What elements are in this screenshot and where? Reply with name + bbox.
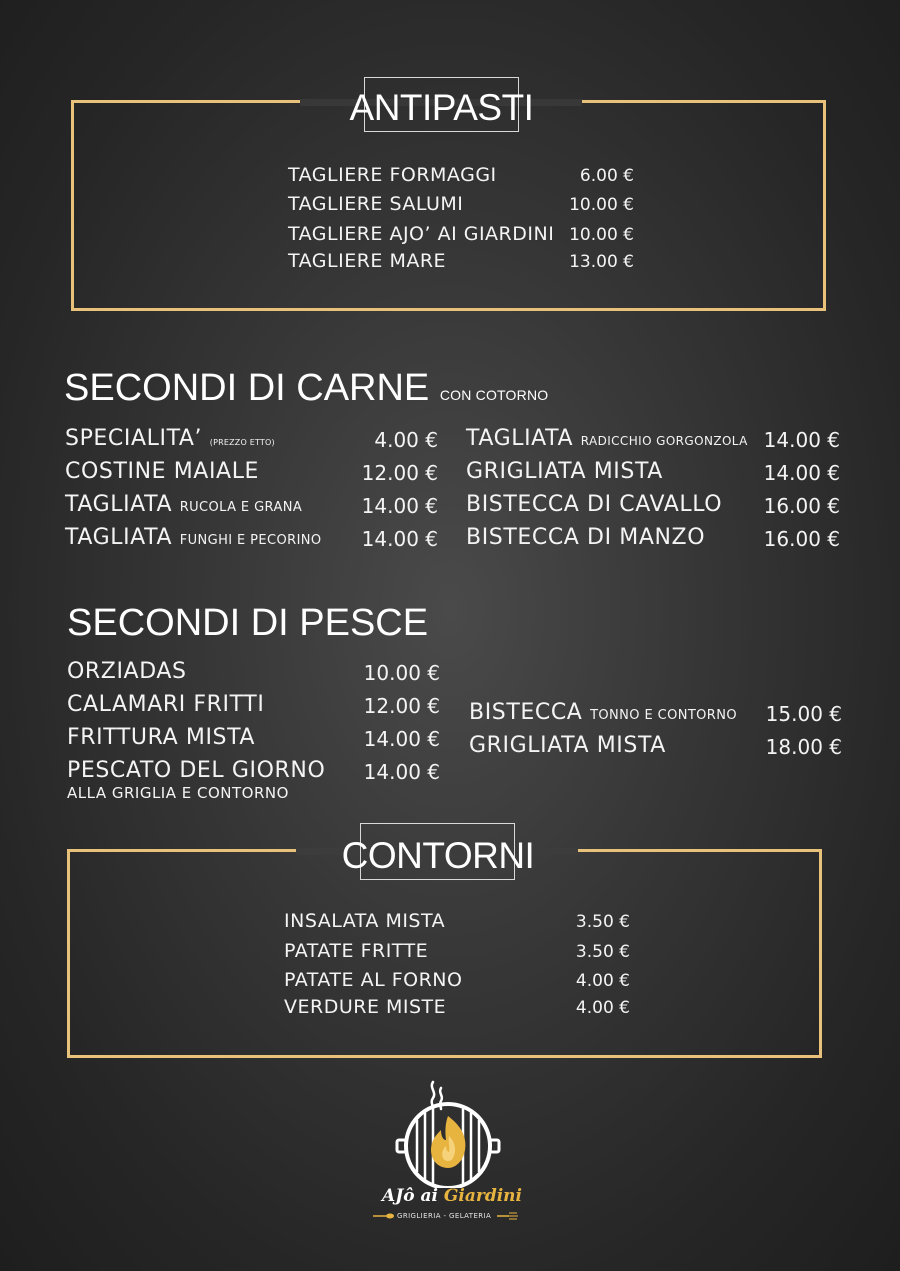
pesce-left-item-2: CALAMARI FRITTI: [67, 692, 265, 717]
antipasti-item-2: TAGLIERE SALUMI: [288, 193, 464, 215]
contorni-item-4: VERDURE MISTE: [284, 996, 447, 1018]
antipasti-price-3: 10.00 €: [569, 225, 634, 245]
carne-right-name-1: TAGLIATA: [466, 426, 574, 451]
pesce-left-price-4: 14.00 €: [363, 760, 440, 784]
contorni-frame: [67, 849, 822, 1058]
carne-right-item-2: [466, 461, 663, 483]
carne-left-note-4: FUNGHI E PECORINO: [179, 533, 322, 548]
contorni-price-1: 3.50 €: [575, 912, 630, 932]
contorni-item-1: INSALATA MISTA: [284, 910, 446, 932]
grill-flame-icon: [395, 1078, 505, 1188]
carne-left-item-2: [65, 461, 259, 483]
antipasti-price-1: 6.00 €: [579, 166, 634, 186]
carne-left-price-1: 4.00 €: [374, 428, 438, 452]
brand-name-white: AJô ai: [382, 1186, 444, 1206]
carne-right-price-2: 14.00 €: [763, 461, 840, 485]
carne-right-note-1: RADICCHIO GORGONZOLA: [580, 434, 748, 448]
carne-left-note-1: (PREZZO ETTO): [209, 438, 275, 447]
spoon-icon: [497, 1212, 519, 1220]
carne-left-note-3: RUCOLA E GRANA: [179, 500, 303, 515]
pesce-left-price-3: 14.00 €: [363, 727, 440, 751]
antipasti-price-4: 13.00 €: [569, 252, 634, 272]
pesce-right-note-1: TONNO E CONTORNO: [590, 708, 737, 723]
carne-left-price-3: 14.00 €: [361, 494, 438, 518]
contorni-title: CONTORNI: [341, 835, 535, 876]
carne-left-name-3: TAGLIATA: [65, 492, 173, 517]
carne-left-price-2: 12.00 €: [361, 461, 438, 485]
brand-tagline: GRIGLIERIA - GELATERIA: [397, 1212, 492, 1220]
pesce-right-name-1: BISTECCA: [469, 700, 583, 725]
antipasti-item-4: TAGLIERE MARE: [288, 250, 447, 272]
carne-right-price-4: 16.00 €: [763, 527, 840, 551]
pesce-right-item-1: [469, 702, 737, 724]
pesce-title: SECONDI DI PESCE: [67, 602, 429, 644]
carne-left-item-3: [65, 494, 302, 516]
carne-left-price-4: 14.00 €: [361, 527, 438, 551]
pesce-left-item-1: ORZIADAS: [67, 659, 187, 684]
carne-right-price-1: 14.00 €: [763, 428, 840, 452]
pesce-left-note-4: ALLA GRIGLIA E CONTORNO: [67, 784, 289, 802]
carne-left-item-1: [65, 428, 275, 450]
carne-left-name-1: SPECIALITA’: [65, 426, 203, 451]
carne-title-text: SECONDI DI CARNE: [64, 367, 430, 409]
carne-left-name-4: TAGLIATA: [65, 525, 173, 550]
antipasti-price-2: 10.00 €: [569, 195, 634, 215]
carne-right-name-3: BISTECCA DI CAVALLO: [466, 492, 723, 517]
pesce-left-price-1: 10.00 €: [363, 661, 440, 685]
pesce-right-item-2: [469, 735, 666, 757]
contorni-price-2: 3.50 €: [575, 942, 630, 962]
carne-left-name-2: COSTINE MAIALE: [65, 459, 260, 484]
carne-left-item-4: [65, 527, 322, 549]
carne-right-name-2: GRIGLIATA MISTA: [466, 459, 663, 484]
pesce-left-item-4: PESCATO DEL GIORNO: [67, 758, 326, 783]
contorni-item-2: PATATE FRITTE: [284, 940, 429, 962]
pesce-right-price-2: 18.00 €: [765, 735, 842, 759]
contorni-item-3: PATATE AL FORNO: [284, 969, 463, 991]
carne-right-name-4: BISTECCA DI MANZO: [466, 525, 706, 550]
carne-right-price-3: 16.00 €: [763, 494, 840, 518]
pesce-left-item-3: FRITTURA MISTA: [67, 725, 256, 750]
fork-icon: [373, 1212, 395, 1220]
brand-name-gold: Giardini: [443, 1186, 523, 1206]
antipasti-item-3: TAGLIERE AJO’ AI GIARDINI: [288, 223, 555, 245]
carne-subtitle: CON COTORNO: [439, 387, 549, 403]
pesce-right-price-1: 15.00 €: [765, 702, 842, 726]
carne-right-item-3: [466, 494, 722, 516]
antipasti-item-1: TAGLIERE FORMAGGI: [288, 164, 497, 186]
pesce-right-name-2: GRIGLIATA MISTA: [469, 733, 666, 758]
carne-right-item-1: [466, 428, 748, 450]
contorni-price-3: 4.00 €: [575, 971, 630, 991]
contorni-price-4: 4.00 €: [575, 998, 630, 1018]
antipasti-title: ANTIPASTI: [349, 87, 534, 128]
carne-right-item-4: [466, 527, 705, 549]
carne-title: [64, 369, 548, 407]
brand-name: [382, 1188, 522, 1205]
pesce-left-price-2: 12.00 €: [363, 694, 440, 718]
